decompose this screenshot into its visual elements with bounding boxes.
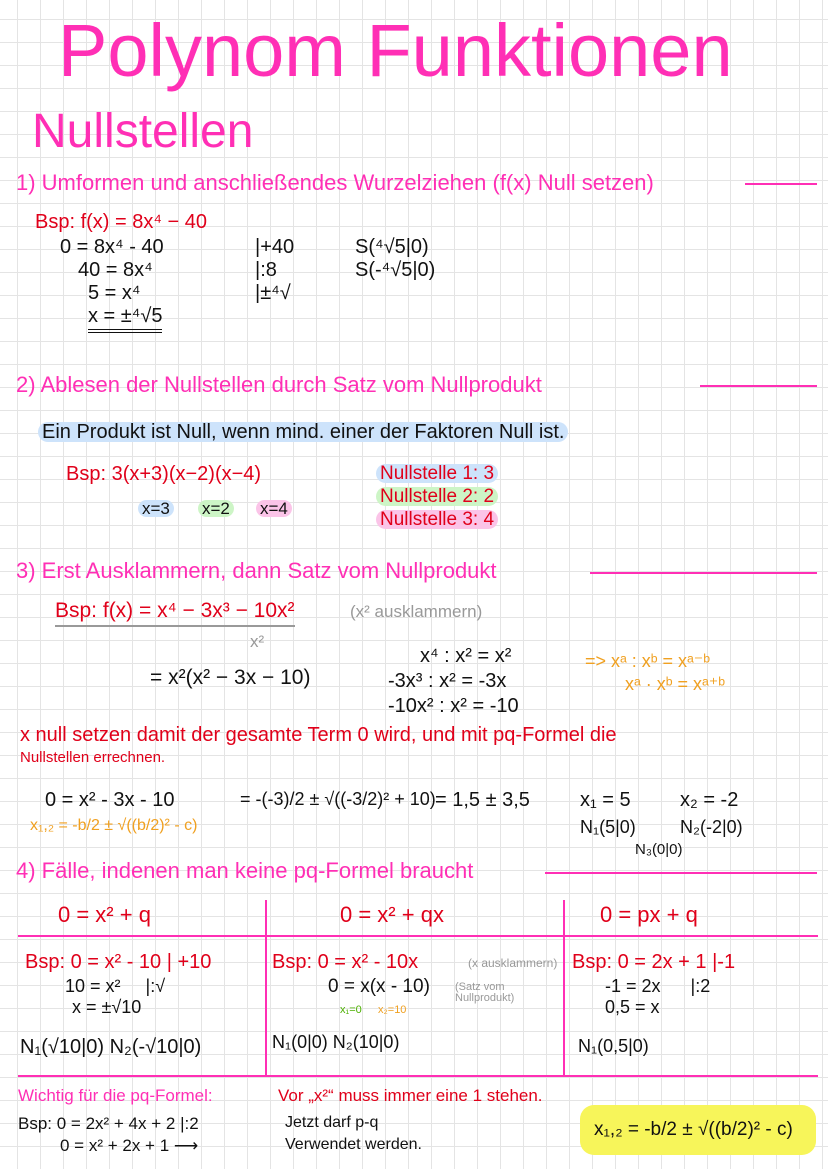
- case-2-example: Bsp: 0 = x² - 10x: [272, 951, 419, 973]
- s1-point: S(⁴√5|0): [355, 236, 429, 258]
- case-2-root: x₁=0: [340, 1004, 362, 1016]
- footer-note: Jetzt darf p-q: [285, 1114, 379, 1131]
- s3-calc: = -(-3)/2 ± √((-3/2)² + 10): [240, 789, 436, 809]
- page-subtitle: Nullstellen: [32, 105, 254, 158]
- s1-step: 5 = x⁴: [88, 282, 141, 304]
- page-title: Polynom Funktionen: [58, 9, 733, 92]
- s1-op: |+40: [255, 236, 295, 258]
- s2-root: x=4: [256, 500, 292, 517]
- s3-factored: = x²(x² − 3x − 10): [150, 666, 311, 689]
- case-1-step: 10 = x² |:√: [65, 976, 166, 996]
- case-2-note: (x ausklammern): [468, 956, 558, 970]
- s3-division: -3x³ : x² = -3x: [388, 670, 507, 692]
- s2-root: x=3: [138, 500, 174, 517]
- section-2-heading: 2) Ablesen der Nullstellen durch Satz vom Nullprodukt: [16, 372, 542, 397]
- s1-step: 40 = 8x⁴: [78, 259, 153, 281]
- s3-pq-formula: x₁,₂ = -b/2 ± √((b/2)² - c): [30, 817, 198, 834]
- divider: [590, 572, 817, 574]
- s2-nullstelle: Nullstelle 1: 3: [376, 464, 498, 483]
- table-divider: [18, 1075, 818, 1077]
- s3-n2: N₂(-2|0): [680, 817, 743, 837]
- table-divider: [18, 935, 818, 937]
- s2-rule: Ein Produkt ist Null, wenn mind. einer der Faktoren Null ist.: [38, 422, 568, 442]
- s3-division: -10x² : x² = -10: [388, 695, 519, 717]
- s2-example: Bsp: 3(x+3)(x−2)(x−4): [66, 463, 262, 485]
- case-3-result: N₁(0,5|0): [578, 1036, 649, 1056]
- s3-exponent-rule: => xᵃ : xᵇ = xᵃ⁻ᵇ: [585, 651, 711, 671]
- s3-instruction: Nullstellen errechnen.: [20, 749, 166, 766]
- case-3-step: -1 = 2x |:2: [605, 976, 711, 996]
- s3-division: x⁴ : x² = x²: [420, 645, 512, 667]
- divider: [700, 385, 817, 387]
- s1-point: S(-⁴√5|0): [355, 259, 436, 281]
- case-2-result: N₁(0|0) N₂(10|0): [272, 1032, 400, 1052]
- s3-instruction: x null setzen damit der gesamte Term 0 wird, und mit pq-Formel die: [20, 724, 617, 746]
- s1-step: 0 = 8x⁴ - 40: [60, 236, 164, 258]
- case-1-header: 0 = x² + q: [58, 902, 151, 927]
- section-4-heading: 4) Fälle, indenen man keine pq-Formel braucht: [16, 858, 474, 883]
- s3-divisor: x²: [250, 632, 265, 651]
- s1-example: Bsp: f(x) = 8x⁴ − 40: [35, 211, 208, 233]
- pq-formula: x₁,₂ = -b/2 ± √((b/2)² - c): [594, 1119, 793, 1140]
- section-3-heading: 3) Erst Ausklammern, dann Satz vom Nullprodukt: [16, 558, 497, 583]
- s3-exponent-rule: xᵃ · xᵇ = xᵃ⁺ᵇ: [625, 674, 725, 694]
- table-divider: [563, 900, 565, 1075]
- s3-result: = 1,5 ± 3,5: [435, 789, 530, 811]
- case-1-example: Bsp: 0 = x² - 10 | +10: [25, 951, 212, 973]
- table-divider: [265, 900, 267, 1075]
- footer-example: Bsp: 0 = 2x² + 4x + 2 |:2: [18, 1114, 199, 1133]
- pq-formula-box: [580, 1105, 816, 1155]
- case-2-step: 0 = x(x - 10): [328, 976, 430, 997]
- s3-x1: x₁ = 5: [580, 789, 631, 811]
- case-3-step: 0,5 = x: [605, 997, 660, 1017]
- s2-nullstelle: Nullstelle 2: 2: [376, 487, 498, 506]
- footer-example: 0 = x² + 2x + 1 ⟶: [60, 1136, 199, 1155]
- case-2-note2: (Satz vom Nullprodukt): [455, 981, 515, 1004]
- case-3-example: Bsp: 0 = 2x + 1 |-1: [572, 951, 736, 973]
- case-3-header: 0 = px + q: [600, 902, 698, 927]
- divider: [745, 183, 817, 185]
- s3-equation: 0 = x² - 3x - 10: [45, 789, 175, 811]
- important-label: Wichtig für die pq-Formel:: [18, 1086, 213, 1105]
- s3-x2: x₂ = -2: [680, 789, 739, 811]
- case-1-step: x = ±√10: [72, 997, 142, 1017]
- case-2-header: 0 = x² + qx: [340, 902, 444, 927]
- s1-step-result: x = ±⁴√5: [88, 306, 162, 333]
- section-1-heading: 1) Umformen und anschließendes Wurzelziehen (f(x) Null setzen): [16, 170, 654, 195]
- important-text: Vor „x²“ muss immer eine 1 stehen.: [278, 1086, 543, 1105]
- s3-n1: N₁(5|0): [580, 817, 636, 837]
- s1-op: |:8: [255, 259, 277, 281]
- s2-nullstelle: Nullstelle 3: 4: [376, 510, 498, 529]
- s3-example: Bsp: f(x) = x⁴ − 3x³ − 10x²: [55, 600, 295, 627]
- s2-root: x=2: [198, 500, 234, 517]
- divider: [545, 872, 817, 874]
- case-1-result: N₁(√10|0) N₂(-√10|0): [20, 1036, 202, 1058]
- case-2-root: x₂=10: [378, 1004, 407, 1016]
- s3-note: (x² ausklammern): [350, 602, 483, 621]
- s3-n3: N₃(0|0): [635, 841, 683, 858]
- footer-note: Verwendet werden.: [285, 1136, 422, 1153]
- s1-op: |±⁴√: [255, 282, 291, 304]
